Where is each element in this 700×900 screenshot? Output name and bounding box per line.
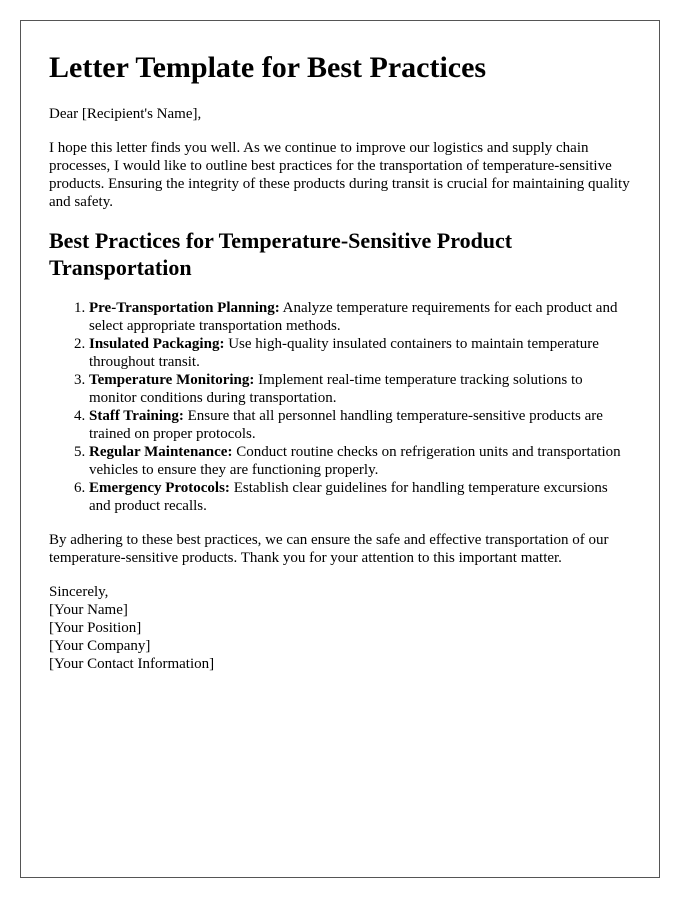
list-item bbox=[89, 371, 631, 407]
signature-name: [Your Name] bbox=[49, 602, 128, 618]
letter-page bbox=[20, 20, 660, 878]
signature-contact: [Your Contact Information] bbox=[49, 656, 215, 672]
intro-paragraph: I hope this letter finds you well. As we continue to improve our logistics and supply chain processes, I would like to outline best practices for the transportation of temperature-sensitive products. Ensuring the integrity of these products during transit is crucial for maintaining quality and safety. bbox=[49, 140, 630, 210]
conclusion-paragraph: By adhering to these best practices, we can ensure the safe and effective transportation of our temperature-sensitive products. Thank you for your attention to this important matter. bbox=[49, 532, 609, 566]
list-item bbox=[89, 407, 631, 443]
list-item bbox=[89, 443, 631, 479]
practice-label: Staff Training: bbox=[89, 408, 184, 424]
practices-list bbox=[49, 299, 631, 515]
practice-text: Implement real-time temperature tracking solutions to monitor conditions during transportation. bbox=[89, 372, 583, 406]
section-heading: Best Practices for Temperature-Sensitive Product Transportation bbox=[49, 228, 513, 280]
practice-text: Establish clear guidelines for handling temperature excursions and product recalls. bbox=[89, 480, 608, 514]
salutation: Dear [Recipient's Name], bbox=[49, 106, 202, 122]
letter-title: Letter Template for Best Practices bbox=[49, 51, 487, 84]
practice-label: Emergency Protocols: bbox=[89, 480, 230, 496]
practice-label: Regular Maintenance: bbox=[89, 444, 233, 460]
practice-text: Use high-quality insulated containers to maintain temperature throughout transit. bbox=[89, 336, 599, 370]
practice-label: Temperature Monitoring: bbox=[89, 372, 255, 388]
list-item bbox=[89, 335, 631, 371]
practice-label: Insulated Packaging: bbox=[89, 336, 225, 352]
closing: Sincerely, bbox=[49, 584, 109, 600]
practice-label: Pre-Transportation Planning: bbox=[89, 300, 280, 316]
practice-text: Ensure that all personnel handling temperature-sensitive products are trained on proper protocols. bbox=[89, 408, 603, 442]
signature-position: [Your Position] bbox=[49, 620, 142, 636]
practice-text: Conduct routine checks on refrigeration units and transportation vehicles to ensure they are functioning properly. bbox=[89, 444, 621, 478]
practice-text: Analyze temperature requirements for each product and select appropriate transportation methods. bbox=[89, 300, 618, 334]
list-item bbox=[89, 299, 631, 335]
signature-company: [Your Company] bbox=[49, 638, 151, 654]
signature-block bbox=[49, 583, 631, 673]
list-item bbox=[89, 479, 631, 515]
